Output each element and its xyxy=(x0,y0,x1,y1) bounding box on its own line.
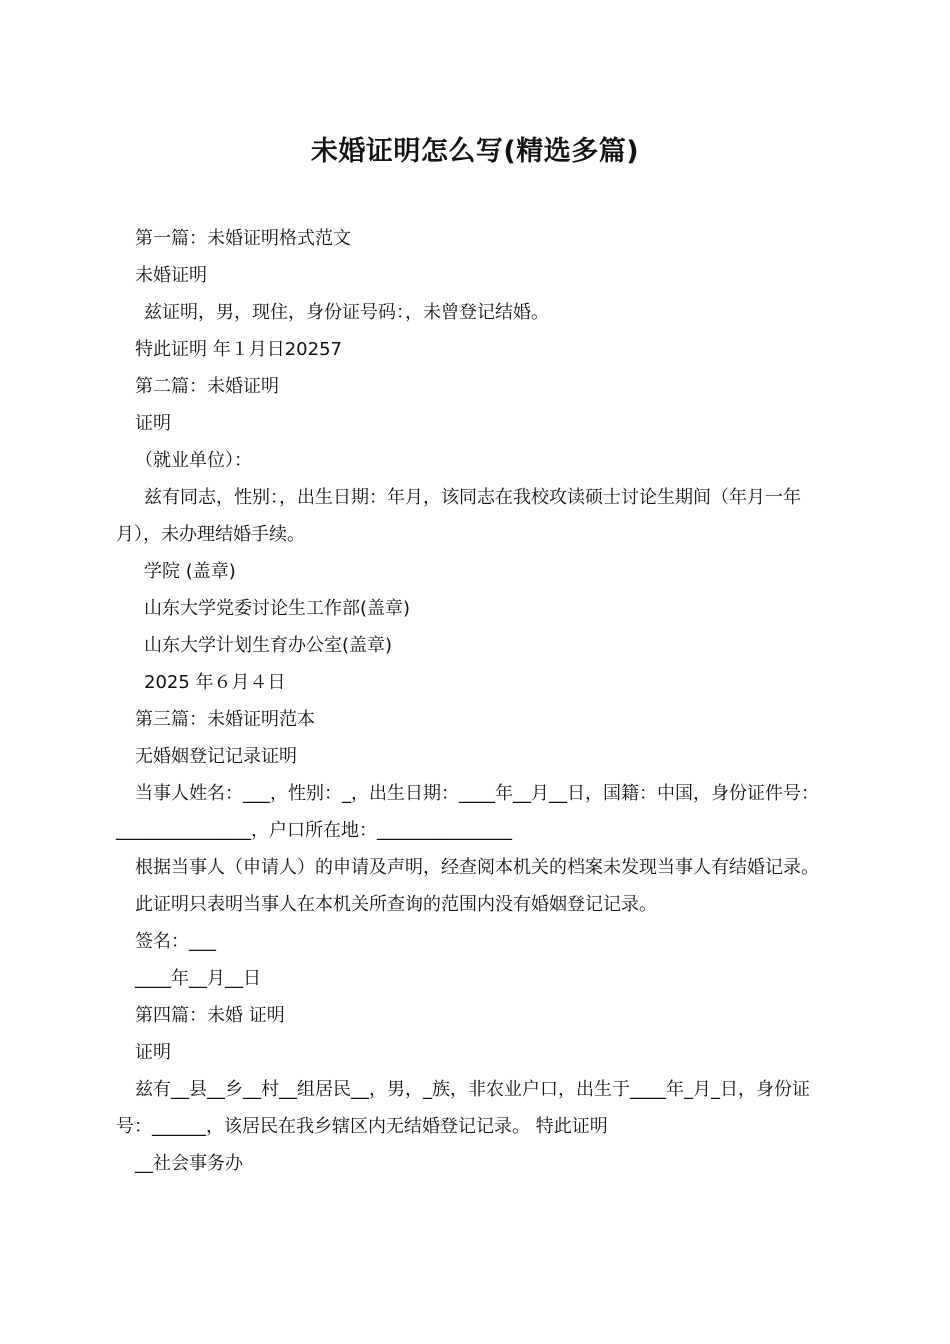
paragraph: （就业单位）： xyxy=(135,450,252,471)
paragraph: 兹有__县__乡__村__组居民__，男，_族，非农业户口，出生于____年_月_日，身份证号：______，该居民在我乡辖区内无结婚登记记录。 特此证明 xyxy=(116,1079,810,1137)
paragraph: 2025 年６月４日 xyxy=(144,672,286,693)
paragraph: 山东大学计划生育办公室(盖章) xyxy=(144,635,393,656)
paragraph: 根据当事人（申请人）的申请及声明，经查阅本机关的档案未发现当事人有结婚记录。 xyxy=(135,857,819,878)
paragraph: 此证明只表明当事人在本机关所查询的范围内没有婚姻登记记录。 xyxy=(135,894,657,915)
paragraph: 山东大学党委讨论生工作部(盖章) xyxy=(144,598,411,619)
paragraph: 兹证明，男，现住，身份证号码：，未曾登记结婚。 xyxy=(144,302,549,323)
paragraph: 未婚证明 xyxy=(135,265,207,286)
paragraph: 兹有同志，性别：，出生日期：年月，该同志在我校攻读硕士讨论生期间（年月一年月），未办理结婚手续。 xyxy=(116,487,801,545)
paragraph: 当事人姓名：___，性别：_，出生日期：____年__月__日，国籍：中国，身份证件号：_______________，户口所在地：_______________ xyxy=(116,783,819,841)
paragraph: 证明 xyxy=(135,413,171,434)
paragraph: 学院 (盖章) xyxy=(144,561,236,582)
section-heading-2: 第二篇：未婚证明 xyxy=(135,376,279,397)
document-body xyxy=(116,220,838,1182)
section-heading-4: 第四篇：未婚 证明 xyxy=(135,1005,285,1026)
paragraph: 无婚姻登记记录证明 xyxy=(135,746,297,767)
section-heading-3: 第三篇：未婚证明范本 xyxy=(135,709,315,730)
document-title: 未婚证明怎么写(精选多篇) xyxy=(310,136,640,167)
section-heading-1: 第一篇：未婚证明格式范文 xyxy=(135,228,351,249)
paragraph: 签名：___ xyxy=(135,931,216,952)
paragraph: 证明 xyxy=(135,1042,171,1063)
paragraph: __社会事务办 xyxy=(135,1153,243,1174)
paragraph: ____年__月__日 xyxy=(135,968,261,989)
paragraph: 特此证明 年１月日20257 xyxy=(135,339,342,360)
